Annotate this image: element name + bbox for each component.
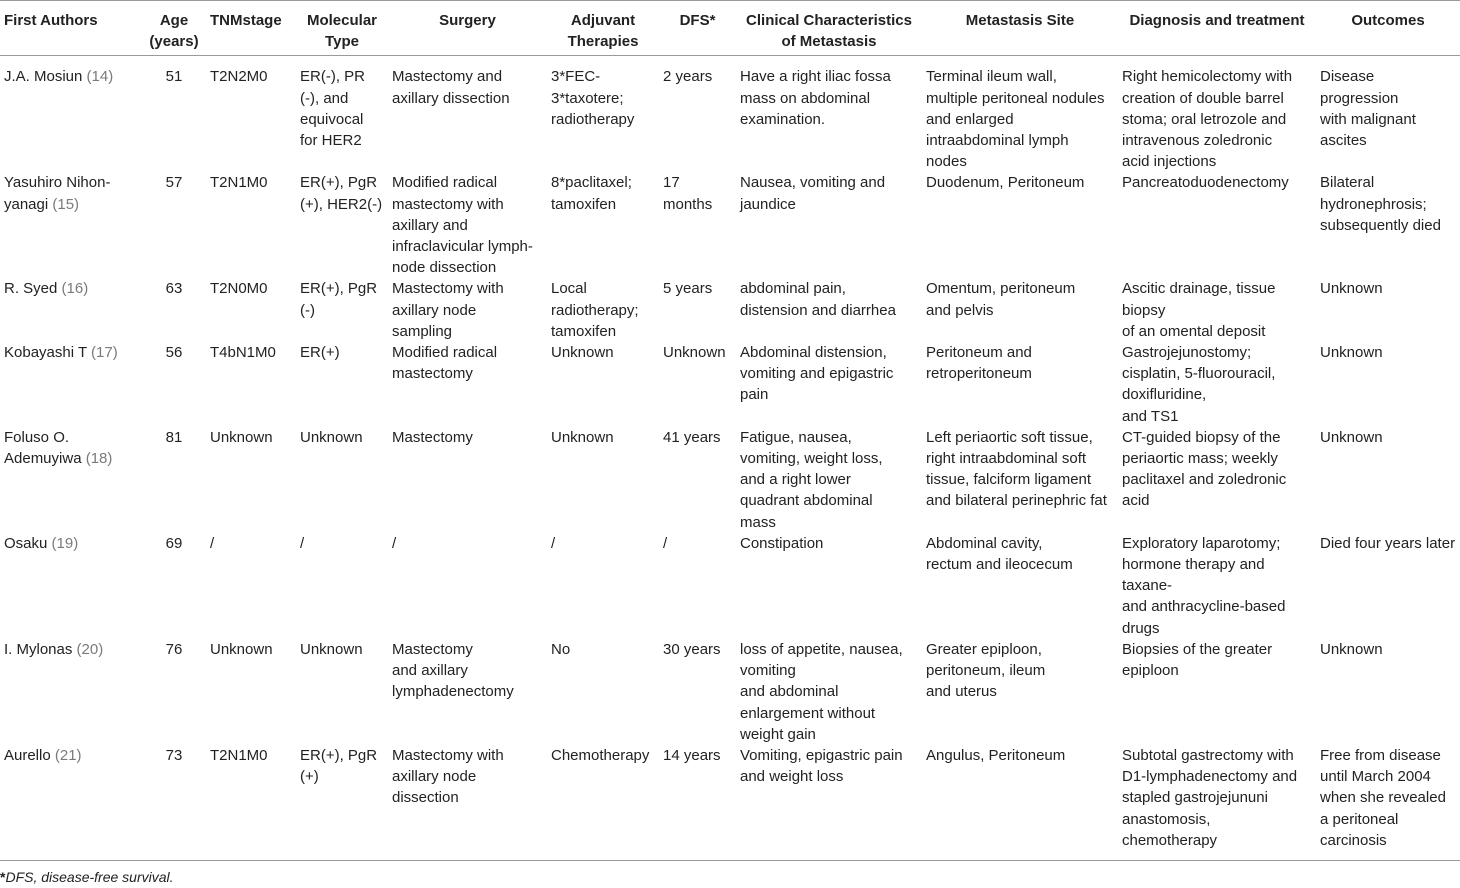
adjuvant-therapies-cell-line: tamoxifen bbox=[551, 195, 617, 213]
clinical-characteristics-cell bbox=[736, 56, 922, 173]
adjuvant-therapies-cell-line: radiotherapy bbox=[551, 110, 635, 128]
molecular-type-cell-line: Unknown bbox=[300, 428, 363, 446]
diagnosis-treatment-cell-line: of an omental deposit bbox=[1122, 322, 1266, 340]
surgery-cell-line: axillary dissection bbox=[392, 89, 510, 107]
surgery-cell bbox=[388, 278, 547, 342]
metastasis-site-cell-line: and bilateral perinephric fat bbox=[926, 492, 1107, 510]
molecular-type-cell bbox=[296, 56, 388, 173]
column-header-line: Surgery bbox=[439, 12, 496, 29]
diagnosis-treatment-cell-line: and anthracycline-based bbox=[1122, 598, 1286, 616]
column-header-line: Diagnosis and treatment bbox=[1129, 12, 1305, 29]
surgery-cell-line: infraclavicular lymph- bbox=[392, 238, 533, 256]
diagnosis-treatment-cell bbox=[1118, 278, 1316, 342]
metastasis-site-cell-line: right intraabdominal soft bbox=[926, 450, 1087, 468]
dfs-cell-line: 17 bbox=[663, 174, 680, 192]
molecular-type-cell bbox=[296, 745, 388, 861]
clinical-characteristics-cell-line: vomiting bbox=[740, 662, 796, 680]
adjuvant-therapies-cell-line: Unknown bbox=[551, 428, 614, 446]
diagnosis-treatment-cell-line: cisplatin, 5-fluorouracil, bbox=[1122, 365, 1276, 383]
surgery-cell-line: Mastectomy bbox=[392, 640, 473, 658]
outcome-cell bbox=[1316, 639, 1460, 745]
adjuvant-therapies-cell-line: 8*paclitaxel; bbox=[551, 174, 632, 192]
clinical-characteristics-cell bbox=[736, 172, 922, 278]
table-footnote bbox=[0, 869, 174, 885]
diagnosis-treatment-cell-line: Exploratory laparotomy; bbox=[1122, 534, 1281, 552]
adjuvant-therapies-cell bbox=[547, 533, 659, 639]
reference-link[interactable]: (17) bbox=[91, 344, 118, 362]
metastasis-site-cell-line: tissue, falciform ligament bbox=[926, 471, 1092, 489]
clinical-characteristics-cell-line: vomiting, weight loss, bbox=[740, 450, 883, 468]
author-name: I. Mylonas bbox=[4, 640, 73, 658]
clinical-characteristics-cell-line: loss of appetite, nausea, bbox=[740, 640, 903, 658]
clinical-characteristics-cell-line: jaundice bbox=[740, 195, 796, 213]
tnm-stage-cell: T2N1M0 bbox=[210, 174, 268, 192]
outcome-cell-line: Bilateral bbox=[1320, 174, 1375, 192]
clinical-characteristics-cell bbox=[736, 639, 922, 745]
clinical-characteristics-cell-line: vomiting and epigastric bbox=[740, 365, 894, 383]
surgery-cell bbox=[388, 639, 547, 745]
molecular-type-cell-line: ER(+) bbox=[300, 344, 340, 362]
outcome-cell-line: Unknown bbox=[1320, 428, 1383, 446]
metastasis-site-cell-line: and enlarged bbox=[926, 110, 1014, 128]
adjuvant-therapies-cell-line: radiotherapy; bbox=[551, 301, 639, 319]
table-row bbox=[0, 533, 1460, 639]
molecular-type-cell-line: ER(+), PgR bbox=[300, 280, 378, 298]
molecular-type-cell bbox=[296, 172, 388, 278]
reference-link[interactable]: (19) bbox=[51, 534, 79, 552]
diagnosis-treatment-cell-line: Pancreatoduodenectomy bbox=[1122, 174, 1289, 192]
surgery-cell-line: axillary node bbox=[392, 301, 477, 319]
diagnosis-treatment-cell-line: Subtotal gastrectomy with bbox=[1122, 746, 1294, 764]
metastasis-site-cell-line: Omentum, peritoneum bbox=[926, 280, 1076, 298]
column-header bbox=[547, 1, 659, 56]
metastasis-site-cell-line: retroperitoneum bbox=[926, 365, 1032, 383]
surgery-cell-line: / bbox=[392, 534, 397, 552]
outcome-cell bbox=[1316, 533, 1460, 639]
surgery-cell-line: Mastectomy with bbox=[392, 280, 504, 298]
column-header bbox=[296, 1, 388, 56]
diagnosis-treatment-cell-line: hormone therapy and bbox=[1122, 556, 1265, 574]
molecular-type-cell-line: (-), and bbox=[300, 89, 349, 107]
author-cell bbox=[0, 533, 142, 639]
clinical-characteristics-cell-line: Abdominal distension, bbox=[740, 344, 887, 362]
adjuvant-therapies-cell bbox=[547, 639, 659, 745]
adjuvant-therapies-cell bbox=[547, 745, 659, 861]
reference-link[interactable]: (20) bbox=[76, 640, 104, 658]
author-name: Osaku bbox=[4, 534, 48, 552]
molecular-type-cell-line: (+), HER2(-) bbox=[300, 195, 383, 213]
outcome-cell-line: Unknown bbox=[1320, 344, 1383, 362]
diagnosis-treatment-cell bbox=[1118, 172, 1316, 278]
outcome-cell-line: hydronephrosis; bbox=[1320, 195, 1427, 213]
diagnosis-treatment-cell-line: anastomosis, bbox=[1122, 810, 1211, 828]
reference-link[interactable]: (16) bbox=[61, 280, 89, 298]
clinical-characteristics-cell-line: and a right lower bbox=[740, 471, 851, 489]
clinical-characteristics-cell-line: abdominal pain, bbox=[740, 280, 846, 298]
outcome-cell-line: ascites bbox=[1320, 132, 1367, 150]
metastasis-site-cell-line: intraabdominal lymph bbox=[926, 132, 1069, 150]
column-header bbox=[206, 1, 296, 56]
diagnosis-treatment-cell-line: creation of double barrel bbox=[1122, 89, 1284, 107]
diagnosis-treatment-cell-line: doxifluridine, bbox=[1122, 386, 1207, 404]
surgery-cell-line: node dissection bbox=[392, 259, 497, 277]
diagnosis-treatment-cell-line: periaortic mass; weekly bbox=[1122, 450, 1278, 468]
outcome-cell bbox=[1316, 278, 1460, 342]
age-cell: 63 bbox=[165, 280, 183, 298]
tnm-stage-cell: / bbox=[210, 534, 215, 552]
table-header bbox=[0, 1, 1460, 56]
dfs-cell-line: 14 years bbox=[663, 746, 721, 764]
surgery-cell bbox=[388, 172, 547, 278]
dfs-cell-line: months bbox=[663, 195, 713, 213]
metastasis-site-cell-line: Greater epiploon, bbox=[926, 640, 1042, 658]
reference-link[interactable]: (14) bbox=[86, 68, 114, 86]
age-cell: 73 bbox=[142, 745, 206, 861]
column-header-line: TNMstage bbox=[210, 12, 282, 29]
surgery-cell-line: axillary and bbox=[392, 216, 468, 234]
author-name: Ademuyiwa bbox=[4, 450, 82, 468]
surgery-cell bbox=[388, 56, 547, 173]
diagnosis-treatment-cell-line: paclitaxel and zoledronic bbox=[1122, 471, 1287, 489]
diagnosis-treatment-cell-line: stoma; oral letrozole and bbox=[1122, 110, 1287, 128]
column-header-line: Adjuvant bbox=[570, 12, 636, 29]
clinical-characteristics-cell-line: pain bbox=[740, 386, 769, 404]
diagnosis-treatment-cell-line: Ascitic drainage, tissue bbox=[1122, 280, 1276, 298]
author-cell bbox=[0, 745, 142, 861]
diagnosis-treatment-cell-line: epiploon bbox=[1122, 662, 1179, 680]
adjuvant-therapies-cell-line: Chemotherapy bbox=[551, 746, 650, 764]
tnm-stage-cell: Unknown bbox=[210, 640, 273, 658]
metastasis-site-cell-line: Angulus, Peritoneum bbox=[926, 746, 1066, 764]
clinical-characteristics-cell-line: mass on abdominal bbox=[740, 89, 871, 107]
metastasis-site-cell-line: and pelvis bbox=[926, 301, 994, 319]
table-row bbox=[0, 278, 1460, 342]
tnm-stage-cell: T2N2M0 bbox=[210, 68, 268, 86]
adjuvant-therapies-cell-line: tamoxifen bbox=[551, 322, 617, 340]
clinical-characteristics-cell-line: weight gain bbox=[740, 725, 816, 743]
table-row bbox=[0, 639, 1460, 745]
outcome-cell bbox=[1316, 56, 1460, 173]
metastasis-site-cell-line: Duodenum, Peritoneum bbox=[926, 174, 1085, 192]
surgery-cell bbox=[388, 533, 547, 639]
dfs-cell bbox=[659, 278, 736, 342]
surgery-cell-line: axillary node bbox=[392, 768, 477, 786]
adjuvant-therapies-cell-line: Local bbox=[551, 280, 587, 298]
diagnosis-treatment-cell-line: biopsy bbox=[1122, 301, 1166, 319]
dfs-cell bbox=[659, 172, 736, 278]
dfs-cell-line: / bbox=[663, 534, 668, 552]
diagnosis-treatment-cell bbox=[1118, 639, 1316, 745]
outcome-cell-line: Disease progression bbox=[1320, 68, 1399, 107]
tnm-stage-cell: Unknown bbox=[210, 428, 273, 446]
clinical-characteristics-cell-line: Constipation bbox=[740, 534, 824, 552]
outcome-cell-line: a peritoneal bbox=[1320, 810, 1399, 828]
clinical-characteristics-cell bbox=[736, 278, 922, 342]
clinical-characteristics-cell-line: distension and diarrhea bbox=[740, 301, 896, 319]
molecular-type-cell-line: ER(-), PR bbox=[300, 68, 365, 86]
clinical-characteristics-cell-line: quadrant abdominal bbox=[740, 492, 873, 510]
adjuvant-therapies-cell bbox=[547, 278, 659, 342]
dfs-cell bbox=[659, 427, 736, 533]
column-header bbox=[142, 1, 206, 56]
author-cell bbox=[0, 639, 142, 745]
column-header bbox=[388, 1, 547, 56]
clinical-characteristics-cell-line: examination. bbox=[740, 110, 826, 128]
footnote-mark: * bbox=[0, 869, 6, 885]
age-cell: 76 bbox=[165, 640, 183, 658]
diagnosis-treatment-cell bbox=[1118, 342, 1316, 427]
column-header bbox=[0, 1, 142, 56]
outcome-cell bbox=[1316, 172, 1460, 278]
diagnosis-treatment-cell-line: D1-lymphadenectomy and bbox=[1122, 768, 1298, 786]
author-name: Yasuhiro Nihon- bbox=[4, 174, 111, 192]
molecular-type-cell-line: / bbox=[300, 534, 305, 552]
dfs-cell bbox=[659, 639, 736, 745]
table-row bbox=[0, 342, 1460, 427]
diagnosis-treatment-cell-line: Biopsies of the greater bbox=[1122, 640, 1273, 658]
adjuvant-therapies-cell-line: 3*FEC- bbox=[551, 68, 601, 86]
age-cell: 69 bbox=[165, 534, 183, 552]
diagnosis-treatment-cell-line: and TS1 bbox=[1122, 407, 1179, 425]
clinical-characteristics-cell-line: enlargement without bbox=[740, 704, 876, 722]
adjuvant-therapies-cell-line: / bbox=[551, 534, 556, 552]
dfs-cell-line: 2 years bbox=[663, 68, 713, 86]
metastasis-site-cell bbox=[922, 342, 1118, 427]
column-header-line: Type bbox=[325, 33, 359, 51]
metastasis-site-cell-line: Abdominal cavity, bbox=[926, 534, 1043, 552]
outcome-cell-line: when she revealed bbox=[1320, 789, 1446, 807]
metastasis-site-cell-line: peritoneum, ileum bbox=[926, 662, 1046, 680]
molecular-type-cell-line: (+) bbox=[300, 768, 319, 786]
table-row bbox=[0, 745, 1460, 861]
molecular-type-cell bbox=[296, 533, 388, 639]
age-cell: 51 bbox=[165, 68, 183, 86]
diagnosis-treatment-cell bbox=[1118, 56, 1316, 173]
outcome-cell-line: Died four years later bbox=[1320, 534, 1456, 552]
footnote-text: DFS, disease-free survival. bbox=[5, 869, 174, 885]
metastasis-site-cell-line: and uterus bbox=[926, 683, 997, 701]
outcome-cell-line: Free from disease bbox=[1320, 746, 1441, 764]
author-cell bbox=[0, 427, 142, 533]
author-name: J.A. Mosiun bbox=[4, 68, 83, 86]
surgery-cell-line: mastectomy bbox=[392, 365, 473, 383]
clinical-characteristics-cell-line: Vomiting, epigastric pain bbox=[740, 746, 903, 764]
adjuvant-therapies-cell bbox=[547, 56, 659, 173]
author-cell bbox=[0, 56, 142, 173]
table-row bbox=[0, 427, 1460, 533]
column-header bbox=[1118, 1, 1316, 56]
diagnosis-treatment-cell-line: intravenous zoledronic bbox=[1122, 132, 1273, 150]
outcome-cell-line: Unknown bbox=[1320, 280, 1383, 298]
metastasis-site-cell bbox=[922, 278, 1118, 342]
metastasis-site-cell bbox=[922, 745, 1118, 861]
adjuvant-therapies-cell bbox=[547, 427, 659, 533]
reference-link[interactable]: (18) bbox=[85, 450, 113, 468]
metastasis-site-cell-line: Terminal ileum wall, bbox=[926, 68, 1057, 86]
column-header-line: DFS* bbox=[679, 12, 716, 29]
author-cell bbox=[0, 342, 142, 427]
adjuvant-therapies-cell-line: No bbox=[551, 640, 571, 658]
column-header-line: First Authors bbox=[4, 12, 98, 29]
diagnosis-treatment-cell-line: CT-guided biopsy of the bbox=[1122, 428, 1281, 446]
column-header-line: Molecular bbox=[306, 12, 378, 29]
surgery-cell bbox=[388, 745, 547, 861]
outcome-cell-line: with malignant bbox=[1320, 110, 1416, 128]
diagnosis-treatment-cell-line: acid injections bbox=[1122, 153, 1217, 171]
author-name: yanagi bbox=[4, 195, 49, 213]
molecular-type-cell-line: ER(+), PgR bbox=[300, 746, 378, 764]
tnm-stage-cell: T2N1M0 bbox=[206, 745, 296, 861]
column-header-line: Therapies bbox=[567, 33, 639, 51]
diagnosis-treatment-cell bbox=[1118, 745, 1316, 861]
metastasis-site-cell-line: multiple peritoneal nodules bbox=[926, 89, 1105, 107]
molecular-type-cell-line: for HER2 bbox=[300, 132, 362, 150]
author-name: R. Syed bbox=[4, 280, 58, 298]
column-header-line: Age bbox=[159, 12, 189, 29]
diagnosis-treatment-cell-line: drugs bbox=[1122, 619, 1160, 637]
molecular-type-cell-line: Unknown bbox=[300, 640, 363, 658]
metastasis-site-cell bbox=[922, 172, 1118, 278]
metastasis-site-cell-line: nodes bbox=[926, 153, 967, 171]
author-name: Aurello bbox=[4, 746, 51, 764]
reference-link[interactable]: (21) bbox=[54, 746, 82, 764]
adjuvant-therapies-cell-line: Unknown bbox=[551, 344, 614, 362]
column-header-line: Clinical Characteristics bbox=[746, 12, 912, 29]
clinical-characteristics-cell bbox=[736, 342, 922, 427]
surgery-cell-line: and axillary bbox=[392, 662, 468, 680]
dfs-cell bbox=[659, 533, 736, 639]
author-cell bbox=[0, 172, 142, 278]
molecular-type-cell-line: ER(+), PgR bbox=[300, 174, 378, 192]
adjuvant-therapies-cell bbox=[547, 172, 659, 278]
author-name: Foluso O. bbox=[4, 428, 70, 446]
diagnosis-treatment-cell-line: chemotherapy bbox=[1122, 831, 1218, 849]
diagnosis-treatment-cell bbox=[1118, 533, 1316, 639]
diagnosis-treatment-cell-line: Gastrojejunostomy; bbox=[1122, 344, 1252, 362]
diagnosis-treatment-cell-line: taxane- bbox=[1122, 577, 1173, 595]
author-cell bbox=[0, 278, 142, 342]
dfs-cell-line: Unknown bbox=[663, 344, 726, 362]
metastasis-site-cell bbox=[922, 427, 1118, 533]
table-row bbox=[0, 56, 1460, 173]
surgery-cell-line: Mastectomy and bbox=[392, 68, 503, 86]
age-cell: 57 bbox=[165, 174, 183, 192]
diagnosis-treatment-cell bbox=[1118, 427, 1316, 533]
surgery-cell bbox=[388, 342, 547, 427]
surgery-cell-line: Mastectomy bbox=[392, 428, 473, 446]
molecular-type-cell bbox=[296, 342, 388, 427]
surgery-cell-line: mastectomy with bbox=[392, 195, 504, 213]
metastasis-site-cell bbox=[922, 533, 1118, 639]
metastasis-site-cell bbox=[922, 56, 1118, 173]
column-header bbox=[922, 1, 1118, 56]
clinical-characteristics-cell bbox=[736, 533, 922, 639]
dfs-cell bbox=[659, 342, 736, 427]
table-body bbox=[0, 56, 1460, 861]
age-cell: 81 bbox=[165, 428, 183, 446]
dfs-cell-line: 30 years bbox=[663, 640, 721, 658]
clinical-characteristics-cell-line: and abdominal bbox=[740, 683, 839, 701]
adjuvant-therapies-cell-line: 3*taxotere; bbox=[551, 89, 624, 107]
clinical-characteristics-cell-line: Have a right iliac fossa bbox=[740, 68, 891, 86]
surgery-cell-line: lymphadenectomy bbox=[392, 683, 514, 701]
metastasis-site-cell bbox=[922, 639, 1118, 745]
outcome-cell bbox=[1316, 427, 1460, 533]
clinical-characteristics-cell-line: mass bbox=[740, 513, 776, 531]
metastasis-site-cell-line: Left periaortic soft tissue, bbox=[926, 428, 1093, 446]
clinical-characteristics-cell-line: and weight loss bbox=[740, 768, 844, 786]
outcome-cell-line: until March 2004 bbox=[1320, 768, 1431, 786]
outcome-cell bbox=[1316, 745, 1460, 861]
age-cell: 56 bbox=[165, 344, 183, 362]
column-header bbox=[1316, 1, 1460, 56]
molecular-type-cell-line: (-) bbox=[300, 301, 315, 319]
molecular-type-cell bbox=[296, 639, 388, 745]
diagnosis-treatment-cell-line: acid bbox=[1122, 492, 1150, 510]
clinical-characteristics-cell bbox=[736, 427, 922, 533]
tnm-stage-cell: T4bN1M0 bbox=[210, 344, 276, 362]
surgery-cell-line: dissection bbox=[392, 789, 459, 807]
outcome-cell-line: Unknown bbox=[1320, 640, 1383, 658]
author-name: Kobayashi T bbox=[4, 344, 87, 362]
column-header bbox=[736, 1, 922, 56]
dfs-cell bbox=[659, 56, 736, 173]
surgery-cell-line: sampling bbox=[392, 322, 453, 340]
diagnosis-treatment-cell-line: Right hemicolectomy with bbox=[1122, 68, 1293, 86]
outcome-cell-line: carcinosis bbox=[1320, 831, 1387, 849]
dfs-cell-line: 41 years bbox=[663, 428, 721, 446]
surgery-cell-line: Modified radical bbox=[392, 344, 498, 362]
clinical-characteristics-cell-line: Nausea, vomiting and bbox=[740, 174, 886, 192]
column-header bbox=[659, 1, 736, 56]
molecular-type-cell-line: equivocal bbox=[300, 110, 364, 128]
outcome-cell-line: subsequently died bbox=[1320, 216, 1441, 234]
metastasis-site-cell-line: Peritoneum and bbox=[926, 344, 1032, 362]
molecular-type-cell bbox=[296, 278, 388, 342]
column-header-line: Outcomes bbox=[1351, 12, 1425, 29]
metastasis-site-cell-line: rectum and ileocecum bbox=[926, 556, 1073, 574]
column-header-line: Metastasis Site bbox=[965, 12, 1075, 29]
reference-link[interactable]: (15) bbox=[52, 195, 80, 213]
surgery-cell-line: Mastectomy with bbox=[392, 746, 504, 764]
molecular-type-cell bbox=[296, 427, 388, 533]
clinical-characteristics-cell-line: Fatigue, nausea, bbox=[740, 428, 852, 446]
clinical-characteristics-cell bbox=[736, 745, 922, 861]
adjuvant-therapies-cell bbox=[547, 342, 659, 427]
tnm-stage-cell: T2N0M0 bbox=[210, 280, 268, 298]
surgery-cell bbox=[388, 427, 547, 533]
diagnosis-treatment-cell-line: stapled gastrojejununi bbox=[1122, 789, 1268, 807]
dfs-cell bbox=[659, 745, 736, 861]
outcome-cell bbox=[1316, 342, 1460, 427]
table-row bbox=[0, 172, 1460, 278]
dfs-cell-line: 5 years bbox=[663, 280, 713, 298]
column-header-line: (years) bbox=[149, 33, 199, 51]
surgery-cell-line: Modified radical bbox=[392, 174, 498, 192]
column-header-line: of Metastasis bbox=[781, 33, 877, 51]
